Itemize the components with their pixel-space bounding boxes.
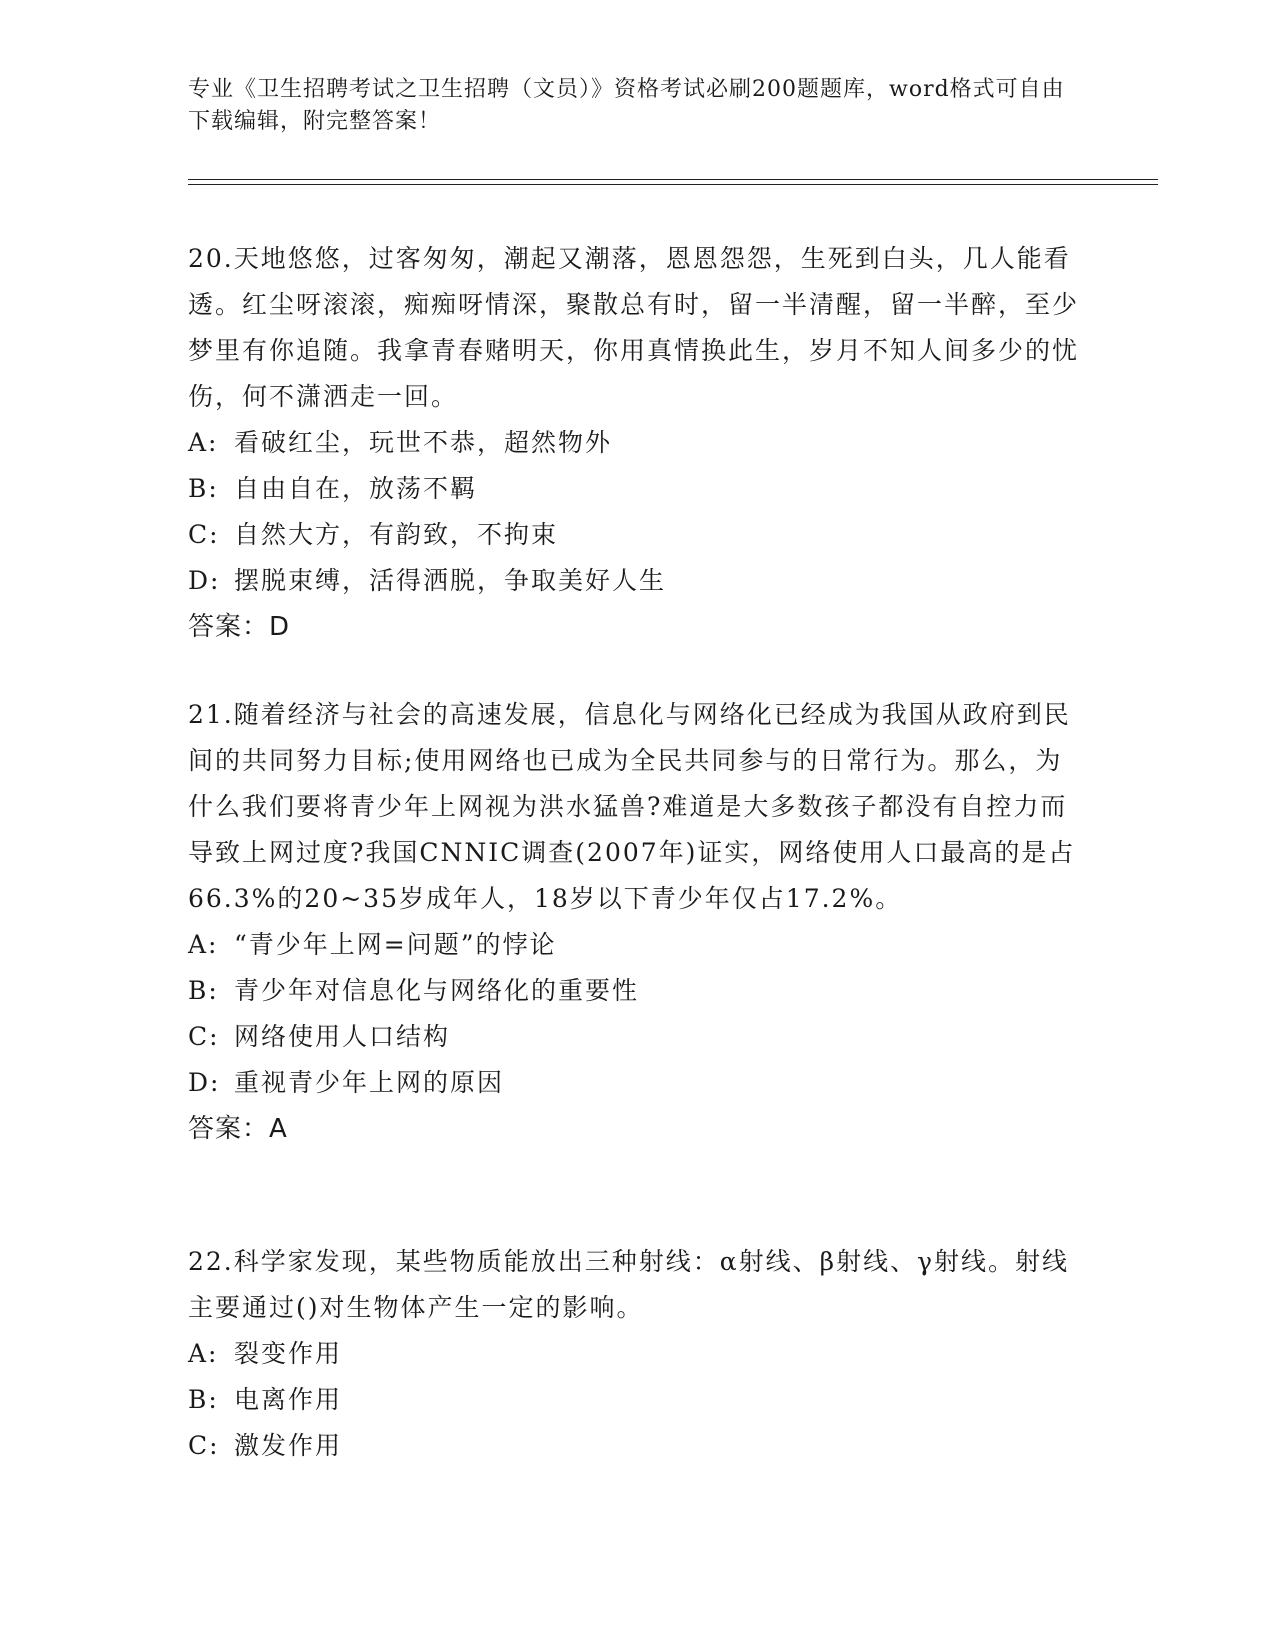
question-stem: 22.科学家发现，某些物质能放出三种射线：α射线、β射线、γ射线。射线主要通过()对生物体产生一定的影响。	[188, 1247, 1070, 1322]
question-stem: 21.随着经济与社会的高速发展，信息化与网络化已经成为我国从政府到民间的共同努力目标;使用网络也已成为全民共同参与的日常行为。那么，为什么我们要将青少年上网视为洪水猛兽?难道是大多数孩子都没有自控力而导致上网过度?我国CNNIC调查(2007年)证实，网络使用人口最高的是占66.3%的20~35岁成年人，18岁以下青少年仅占17.2%。	[188, 700, 1076, 913]
header-divider	[188, 179, 1158, 180]
option-text: 自然大方，有韵致，不拘束	[234, 520, 559, 549]
option-letter: C:	[188, 520, 220, 549]
question-20	[188, 236, 1088, 650]
option-letter: B:	[188, 976, 219, 1005]
option-c	[188, 512, 1088, 558]
option-a	[188, 420, 1088, 466]
question-22	[188, 1239, 1088, 1469]
option-text: 自由自在，放荡不羁	[234, 474, 478, 503]
option-c	[188, 1423, 1088, 1469]
option-text: 电离作用	[234, 1385, 343, 1414]
option-letter: A:	[188, 930, 219, 959]
option-letter: D:	[188, 1068, 221, 1097]
question-21	[188, 692, 1088, 1152]
option-c	[188, 1014, 1088, 1060]
option-text: 网络使用人口结构	[234, 1022, 451, 1051]
option-d	[188, 1060, 1088, 1106]
option-letter: C:	[188, 1022, 220, 1051]
option-letter: B:	[188, 474, 219, 503]
option-b	[188, 1377, 1088, 1423]
option-d	[188, 558, 1088, 604]
option-a	[188, 922, 1088, 968]
option-letter: C:	[188, 1431, 220, 1460]
document-header: 专业《卫生招聘考试之卫生招聘（文员）》资格考试必刷200题题库，word格式可自由下载编辑，附完整答案！	[188, 77, 1065, 134]
answer-key: 答案：D	[188, 612, 291, 642]
option-text: 摆脱束缚，活得洒脱，争取美好人生	[234, 566, 667, 595]
option-letter: A:	[188, 428, 219, 457]
question-stem: 20.天地悠悠，过客匆匆，潮起又潮落，恩恩怨怨，生死到白头，几人能看透。红尘呀滚滚，痴痴呀情深，聚散总有时，留一半清醒，留一半醉，至少梦里有你追随。我拿青春赌明天，你用真情换此生，岁月不知人间多少的忧伤，何不潇洒走一回。	[188, 244, 1080, 411]
option-b	[188, 968, 1088, 1014]
option-letter: A:	[188, 1339, 219, 1368]
option-text: 激发作用	[234, 1431, 343, 1460]
option-b	[188, 466, 1088, 512]
option-text: “青少年上网=问题”的悖论	[234, 930, 557, 959]
option-letter: B:	[188, 1385, 219, 1414]
option-text: 青少年对信息化与网络化的重要性	[234, 976, 640, 1005]
option-a	[188, 1331, 1088, 1377]
option-text: 重视青少年上网的原因	[234, 1068, 505, 1097]
option-text: 裂变作用	[234, 1339, 343, 1368]
answer-key: 答案：A	[188, 1114, 288, 1144]
header-divider-second	[188, 184, 1158, 185]
option-text: 看破红尘，玩世不恭，超然物外	[234, 428, 613, 457]
option-letter: D:	[188, 566, 221, 595]
